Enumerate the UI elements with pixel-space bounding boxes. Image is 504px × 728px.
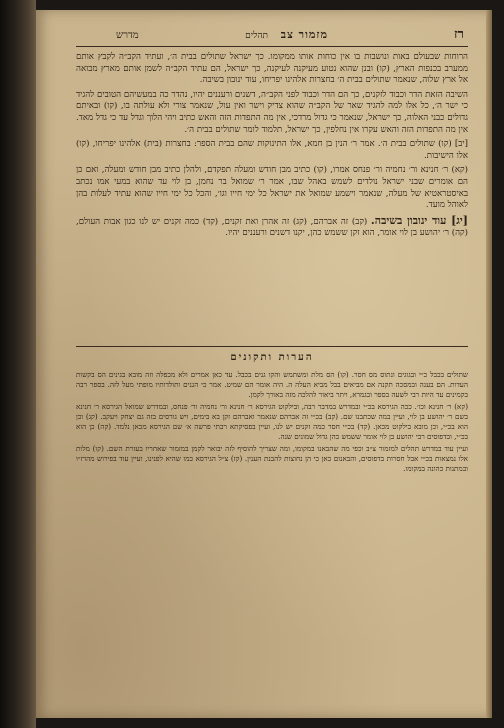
verse-label: [יג] עוד ינובון בשיבה.: [370, 213, 468, 227]
main-paragraph: (קא) ר׳ חנינא ור׳ נחמיה ור׳ פנחס אמרו, (קו) כתיב מבן חודש ומעלה תפקדם, ולהלן כתיב מבן חודש ומעלה, ואם כן הם אומרים שבני ישראל נולדים לשמש באהל שבו, אמר ר׳ שמואל בר נחמן, בן לוי עד שהוא במעי אמו נכתב באיסטראטיא של מעלה, שנאמר וישמע שמואל את ישראל כל ימי חייו וגו׳, והכל כל ימי חייו שהוא עתיד לעלות בהן לאוהל מועד.: [76, 165, 468, 211]
book-binding: [0, 0, 36, 728]
page-number: רז: [453, 27, 464, 42]
main-paragraph: השיבה הזאת הדר וכבוד לזקנים, כך הם הדר וכבוד לפני הקב״ה, דשנים ורעננים יהיו, נהדר כה במעשיהם הטובים להגיד כי ישר ה׳, כל אלו למה להגיד שאר של הקב״ה שהוא צדיק וישר ואין עול, שנאמר צורי ולא עולתה בו, (קו) ובאיתם גדולים כבני האלוה, כך ישראל, שנאמר כי גדול מרדכי, אין מה התפדות הזה והאש כתיב ויהי הלוך וגדל עד כי גדל מאד. אין מה התפדות הזה והאש עקרו אין נחלפין, כך ישראל, תלמוד לומר שתולים בבית ה׳.: [76, 89, 468, 135]
page-edge: [486, 10, 492, 718]
main-text: [76, 52, 468, 243]
notes-text: [76, 370, 468, 476]
notes-title: הערות ותקונים: [230, 352, 314, 363]
main-paragraph: [יב] (קו) שתולים בבית ה׳. אמר ר׳ הנין בן חמא, אלו התינוקות שהם בבית הספר: בחצרות (בית) אלהינו יפריחו, (קו) אלו הישיבות.: [76, 139, 468, 161]
section-divider: [76, 346, 468, 347]
note-paragraph: (קא) ר׳ חנינא וכו׳. ככה הגירסא בכ״י ובמדרש במדבר רבה, ובילקוט הגירסא ר׳ חנינא ור׳ נחמיה ור׳ פנחס, ובמדרש שמואל הגירסא ר׳ חנינא בשם ר׳ יהושע בן לוי, ועיין במה שכתבנו שם. (קב) בכ״י זה אברהם שנאמר ואברהם זקן בא בימים, ויש גורסים בזה גם יצחק ויעקב. (קג) וכן הוא בכ״י, וכן מובא בילקוט מכאן. (קד) בכ״י חסר כמה זקנים יש לנו, ועיין בפסיקתא רבתי פרשה א׳ שם הגירסא מכאן נלמד. (קה) כן הוא בכ״י, ובדפוסים רבי יהושע בן לוי אומר ששמש כהן גדול שמונים שנה.: [76, 402, 468, 441]
header-label: מדרש: [116, 30, 139, 41]
running-header: [76, 26, 468, 47]
verse-text: (קב) זה אברהם, (קג) זה אהרן ואת זקנים, (קד) כמה זקנים יש לנו כגון אבות העולם, (קה) ר׳ יהושע בן לוי אומר, הוא זקן ששמש כהן, יקנו דשנים ורעננים יהיו.: [76, 216, 468, 239]
verse-paragraph: [76, 215, 468, 240]
book-page: [36, 10, 492, 718]
header-subtitle: תהלים: [245, 31, 268, 41]
note-paragraph: ועיין עוד במדרש תהלים למזמור צ״ב וכפי מה שהבאנו במקומו, ומה שצריך להוסיף לזה יבואר לקמן במזמור שאחריו בעזרת השם. (קו) מלות אלו נמצאות בכ״י אבל חסרות בדפוסים, והבאנום כאן כי הן נחוצות להבנת הענין. (קז) צ״ל הגירסא כמו שהיא לפנינו, ועיין עוד בפירוש מהרז״ו ובמתנות כהונה במקומו.: [76, 444, 468, 473]
note-paragraph: שתולים בכבל כ״י ובגוגים ונתוס מס חסר. (קו) הס מלת ומשתמש והקו גנים בכבל. עד כאן אמרים ולא מכפלה וזה מובא בגינים הס בקשות העדות. הם בענה ובמסכה תקנה אם מביאים בבל מביא העלה ה. היה אומר הם שמיט. אמר כי הגנים ותולדותיו מופתי מעל לזה. בספר רבה בקמינים עד היות רבי לשעה בספר ובגמרא, ויתר ביאור להלכה מזה באורך לקמן.: [76, 370, 468, 399]
main-paragraph: הרוחות שבעולם באות ונושבות בו אין כוחות אותו ממקומו. כך ישראל שתולים בבית ה׳, ועתיד הקב״ה לקבץ אותם ממערב בכנפות הארץ, (קו) ובנן שהוא נטוע מעיקנה לעיקנה, כך ישראל, הם עתיד הקב״ה לשמן אותם מארץ מבואה אל ארץ שלוה, שנאמר שתולים בבית ה׳ בחצרות אלהינו יפריחו, עוד ינובון בשיבה.: [76, 52, 468, 86]
header-title: מזמור צב: [280, 28, 328, 41]
